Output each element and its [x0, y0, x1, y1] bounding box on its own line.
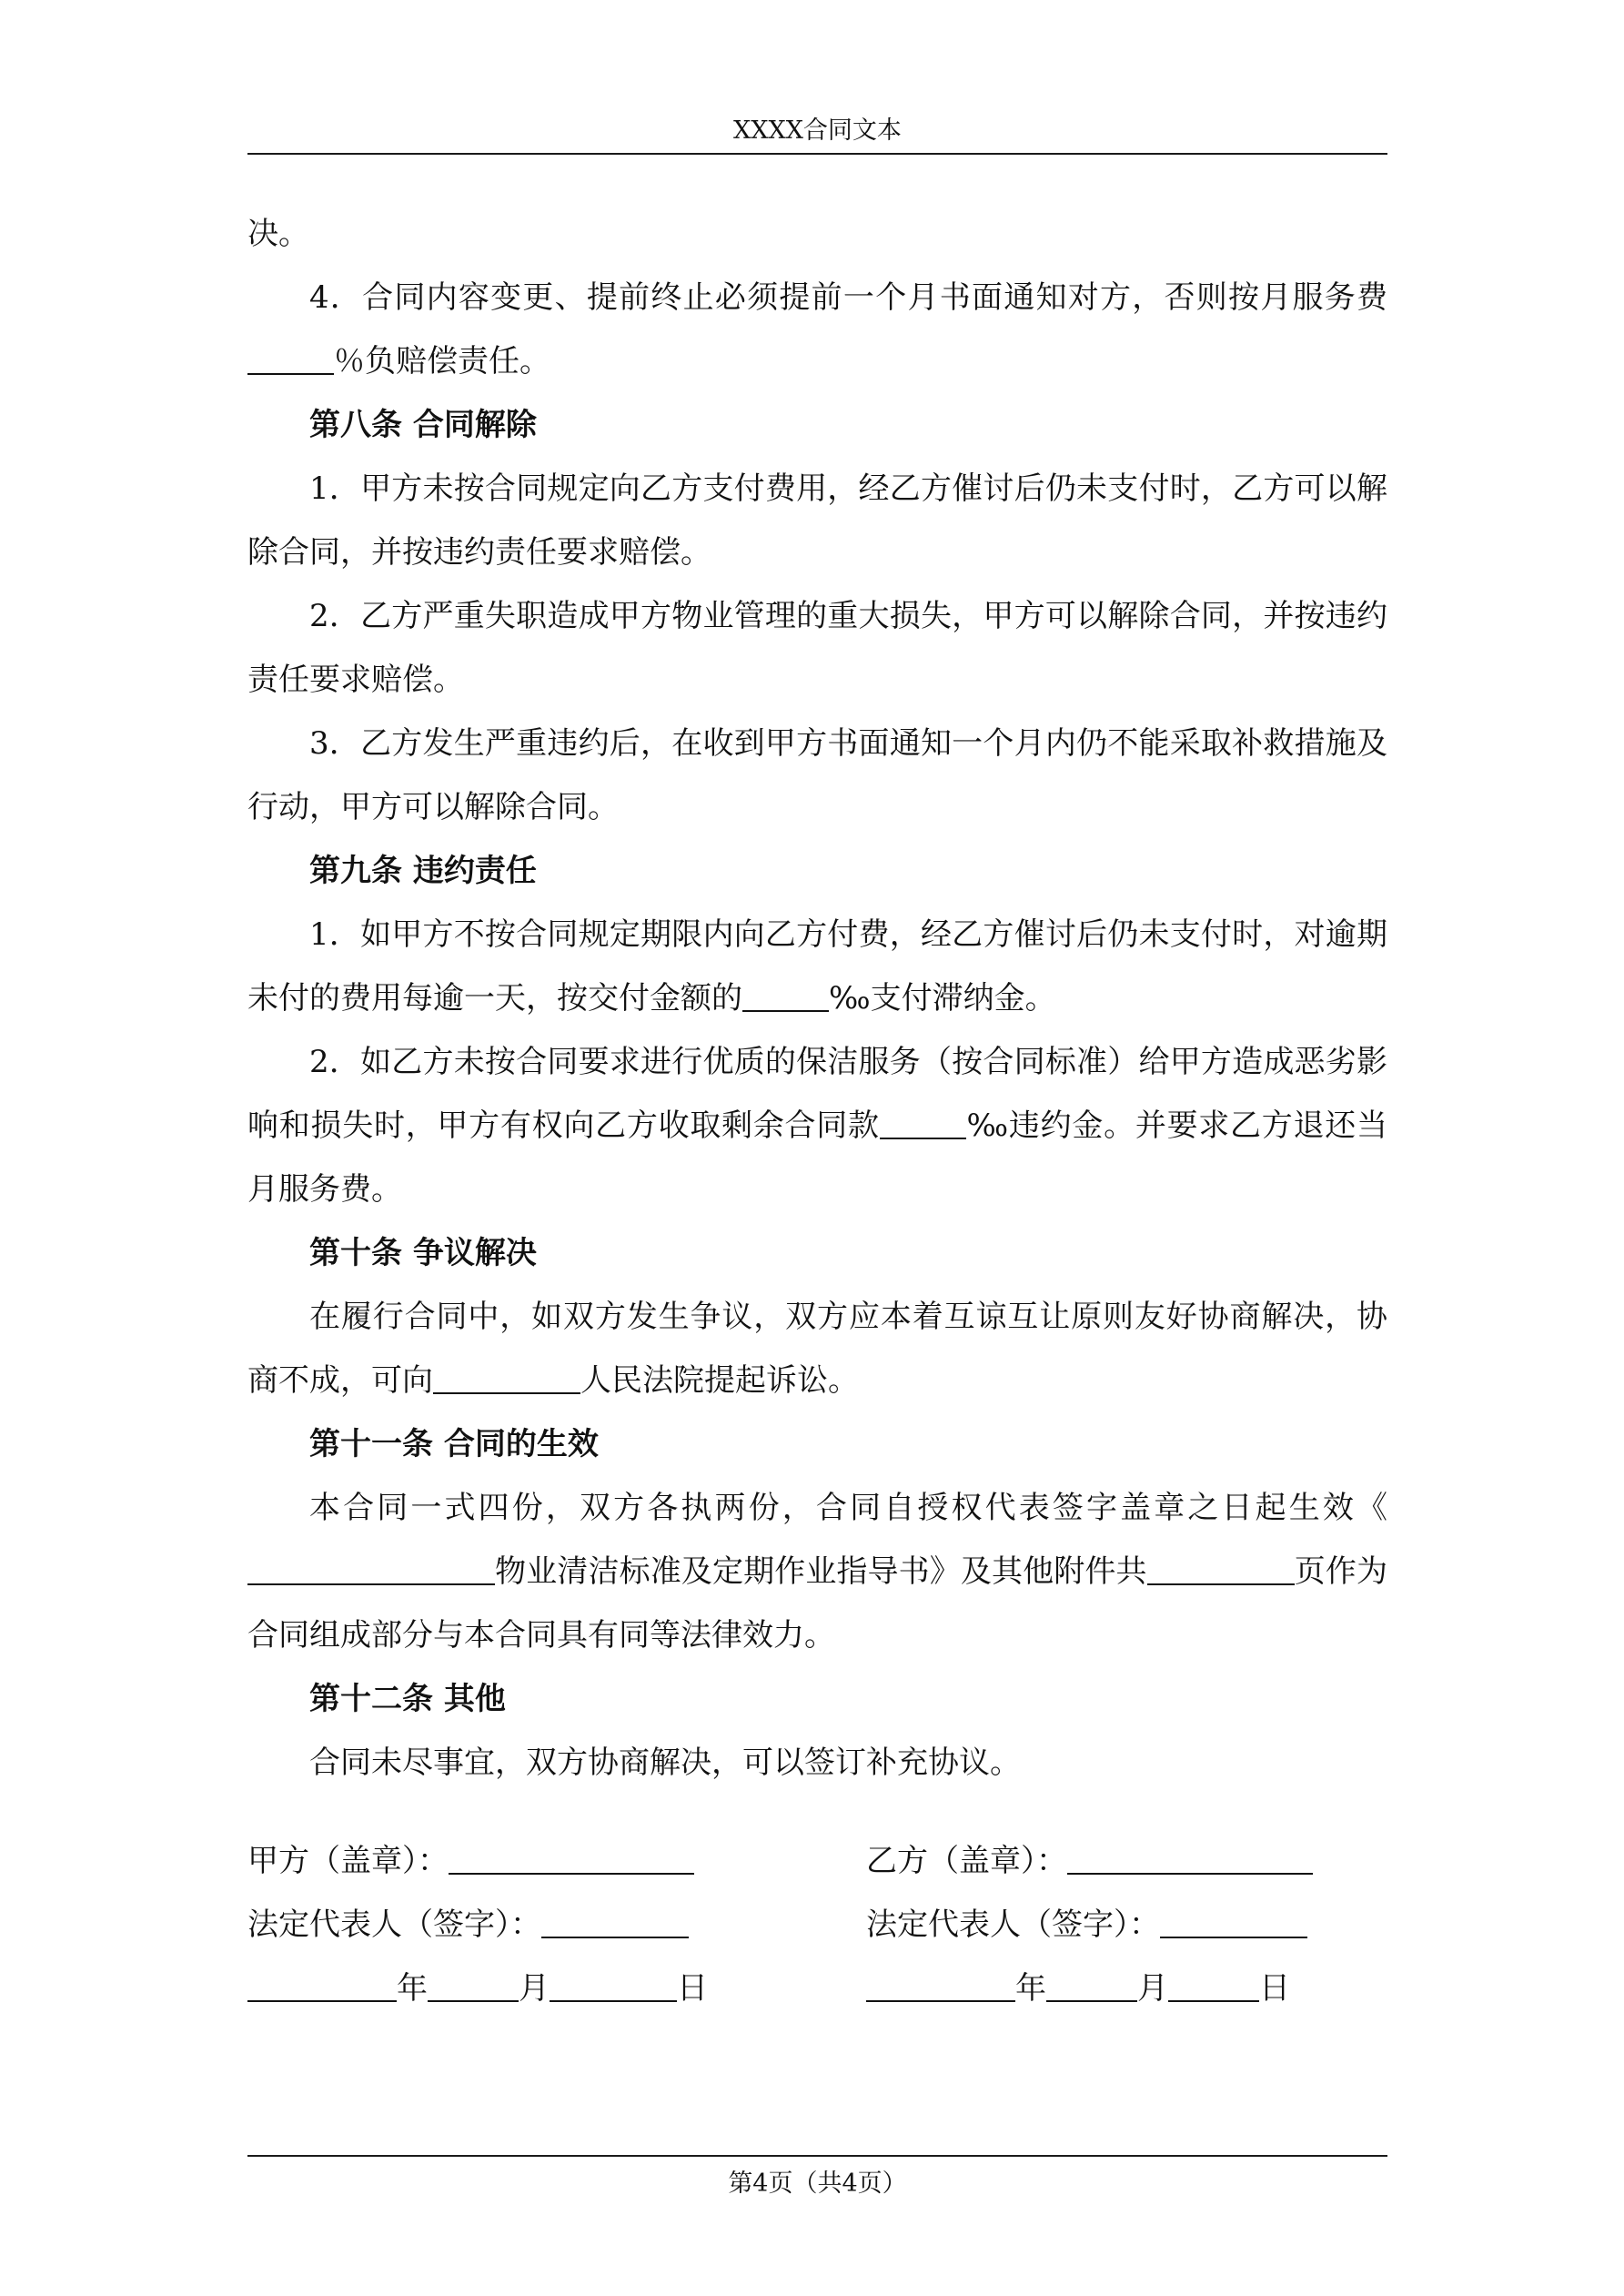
party-a-seal-line: [247, 1829, 708, 1893]
paragraph-text: 人民法院提起诉讼。: [580, 1362, 859, 1399]
paragraph-text: 1．如甲方不按合同规定期限内向乙方付费，经乙方催讨后仍未支付时，对逾期未付的费用每逾一天，按交付金额的: [247, 916, 1387, 1017]
clause-7-4: [247, 266, 1387, 393]
month-blank[interactable]: [1046, 1969, 1137, 2002]
clause-9-1: [247, 903, 1387, 1030]
party-b-seal-line: [866, 1829, 1313, 1893]
page-number: 第4页（共4页）: [728, 2170, 907, 2198]
signature-blank[interactable]: [1160, 1906, 1307, 1938]
clause-12: 合同未尽事宜，双方协商解决，可以签订补充协议。: [309, 1745, 1021, 1781]
party-a-date-line: [247, 1957, 708, 2020]
day-label: 日: [677, 1970, 708, 2007]
party-a-rep-line: [247, 1893, 708, 1957]
day-blank[interactable]: [550, 1969, 677, 2002]
blank-field[interactable]: [1147, 1553, 1295, 1585]
blank-field[interactable]: [247, 1553, 495, 1585]
page-footer: [247, 2155, 1387, 2208]
paragraph-text: 决。: [247, 216, 309, 252]
paragraph-continuation: [247, 202, 1387, 266]
blank-field[interactable]: [742, 979, 829, 1012]
day-label: 日: [1259, 1970, 1290, 2007]
month-blank[interactable]: [428, 1969, 519, 2002]
seal-label: 甲方（盖章）：: [247, 1843, 449, 1879]
seal-label: 乙方（盖章）：: [866, 1843, 1067, 1879]
party-b-date-line: [866, 1957, 1313, 2020]
day-blank[interactable]: [1168, 1969, 1259, 2002]
paragraph-text: ‰支付滞纳金。: [829, 980, 1056, 1017]
paragraph-text: 4．合同内容变更、提前终止必须提前一个月书面通知对方，否则按月服务费: [309, 279, 1387, 316]
legal-rep-label: 法定代表人（签字）：: [866, 1907, 1160, 1943]
year-label: 年: [397, 1970, 428, 2007]
header-title: XXXX合同文本: [733, 116, 902, 145]
clause-8-3: 3．乙方发生严重违约后，在收到甲方书面通知一个月内仍不能采取补救措施及行动，甲方可以解除合同。: [247, 725, 1387, 825]
clause-9-2: [247, 1030, 1387, 1221]
contract-body: [247, 202, 1387, 1795]
year-label: 年: [1015, 1970, 1046, 2007]
party-b-signature: [866, 1829, 1313, 2020]
blank-field[interactable]: [880, 1107, 966, 1139]
article-11-heading: 第十一条 合同的生效: [309, 1426, 599, 1462]
legal-rep-label: 法定代表人（签字）：: [247, 1907, 541, 1943]
paragraph-text: ％负赔偿责任。: [334, 343, 550, 379]
party-b-rep-line: [866, 1893, 1313, 1957]
article-12-heading: 第十二条 其他: [309, 1681, 506, 1717]
year-blank[interactable]: [866, 1969, 1015, 2002]
month-label: 月: [1137, 1970, 1168, 2007]
paragraph-text: 物业清洁标准及定期作业指导书》及其他附件共: [495, 1553, 1147, 1590]
clause-10: [247, 1285, 1387, 1412]
paragraph-text: 在履行合同中，如双方发生争议，双方应本着互谅互让原则友好协商解决，协商不成，可向: [247, 1299, 1387, 1399]
party-a-signature: [247, 1829, 708, 2020]
blank-field[interactable]: [433, 1361, 580, 1394]
seal-blank[interactable]: [1067, 1842, 1313, 1875]
month-label: 月: [519, 1970, 550, 2007]
paragraph-text: 本合同一式四份，双方各执两份，合同自授权代表签字盖章之日起生效《: [309, 1490, 1387, 1526]
paragraph-text: 2．如乙方未按合同要求进行优质的保洁服务（按合同标准）给甲方造成恶劣影响和损失时，甲方有权向乙方收取剩余合同款: [247, 1044, 1387, 1144]
seal-blank[interactable]: [449, 1842, 694, 1875]
paragraph-text: ‰违约金。并要求乙方退还当月服务费。: [247, 1108, 1388, 1208]
page-header: [247, 113, 1387, 155]
article-8-heading: 第八条 合同解除: [309, 407, 537, 443]
article-10-heading: 第十条 争议解决: [309, 1235, 537, 1271]
blank-field[interactable]: [247, 342, 334, 375]
year-blank[interactable]: [247, 1969, 397, 2002]
clause-8-1: 1．甲方未按合同规定向乙方支付费用，经乙方催讨后仍未支付时，乙方可以解除合同，并按违约责任要求赔偿。: [247, 470, 1387, 571]
article-9-heading: 第九条 违约责任: [309, 853, 537, 889]
signature-blank[interactable]: [541, 1906, 689, 1938]
paragraph-text: 页作为合同组成部分与本合同具有同等法律效力。: [247, 1553, 1388, 1654]
clause-8-2: 2．乙方严重失职造成甲方物业管理的重大损失，甲方可以解除合同，并按违约责任要求赔偿。: [247, 598, 1387, 698]
clause-11: [247, 1476, 1387, 1667]
